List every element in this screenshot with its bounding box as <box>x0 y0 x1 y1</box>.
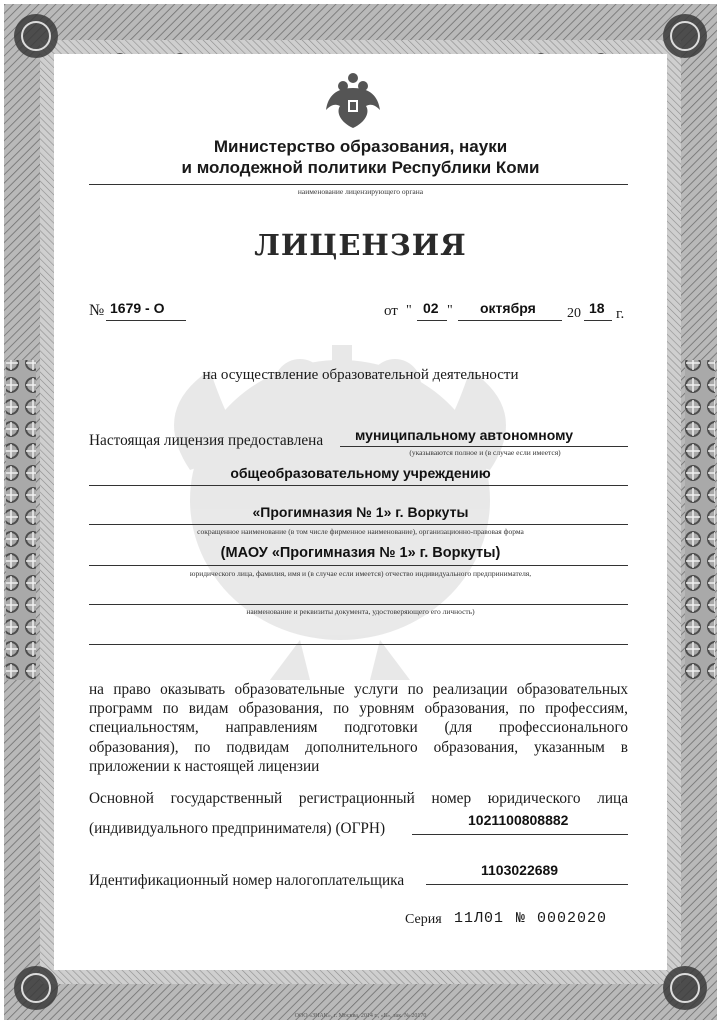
licensee-caption-3: юридического лица, фамилия, имя и (в случае если имеется) отчество индивидуального предпринимателя, <box>189 569 532 578</box>
issuer-line-2: и молодежной политики Республики Коми <box>181 158 540 177</box>
number-sign: № <box>89 302 105 319</box>
license-number: 1679 - О <box>110 300 165 316</box>
date-open-quote: " <box>406 303 412 318</box>
document-title: ЛИЦЕНЗИЯ <box>254 228 467 262</box>
licensee-caption-4: наименование и реквизиты документа, удостоверяющего его личность) <box>246 607 475 616</box>
ogrn-label-line-2: (индивидуального предпринимателя) (ОГРН) <box>89 820 386 837</box>
licensee-short-name: (МАОУ «Прогимназия № 1» г. Воркуты) <box>220 545 501 561</box>
number-underline <box>106 320 186 321</box>
series-value: 11Л01 <box>454 910 505 927</box>
inn-underline <box>426 884 628 885</box>
date-day-underline <box>417 320 447 321</box>
license-purpose: на осуществление образовательной деятельности <box>202 367 519 383</box>
date-year-underline <box>584 320 612 321</box>
licensee-name-line-2: общеобразовательному учреждению <box>230 465 491 481</box>
date-century: 20 <box>567 306 581 321</box>
granted-to-label: Настоящая лицензия предоставлена <box>89 432 324 449</box>
licensee-underline-4 <box>89 565 628 566</box>
ogrn-underline <box>412 834 628 835</box>
date-month-underline <box>458 320 562 321</box>
licensee-name-line-1: муниципальному автономному <box>355 427 574 443</box>
series-label: Серия <box>405 912 442 927</box>
series-number-sign: № <box>516 910 526 927</box>
licensee-underline-2 <box>89 485 628 486</box>
printer-note: ООО «ЗНАК», г. Москва, 2014 г., «Б», зак. № 20170 <box>294 1013 427 1019</box>
inn-value: 1103022689 <box>481 862 559 878</box>
rights-paragraph: на право оказывать образовательные услуги по реализации образовательных программ по видам образования, по уровням образования, по профессиям, специальностям, направлениям подготовки (для профессионального образования), по подвидам дополнительного образования, указанным в приложении к настоящей лицензии <box>89 681 628 775</box>
licensee-underline-1 <box>340 446 628 447</box>
issuer-line-1: Министерство образования, науки <box>213 137 508 156</box>
issuer-caption: наименование лицензирующего органа <box>297 187 424 196</box>
date-year: 18 <box>589 300 605 316</box>
date-suffix: г. <box>616 306 625 322</box>
licensee-underline-5 <box>89 604 628 605</box>
licensee-caption-1: (указываются полное и (в случае если имеется) <box>409 448 561 457</box>
date-month: октября <box>480 300 536 316</box>
licensee-underline-3 <box>89 524 628 525</box>
ogrn-value: 1021100808882 <box>468 812 569 828</box>
series-number: 0002020 <box>537 910 608 927</box>
licensee-caption-2: сокращенное наименование (в том числе фирменное наименование), организационно-правовая форма <box>197 527 524 536</box>
date-day: 02 <box>423 300 439 316</box>
date-close-quote: " <box>447 303 453 318</box>
ogrn-label-line-1: Основной государственный регистрационный номер юридического лица <box>89 790 628 807</box>
inn-label: Идентификационный номер налогоплательщика <box>89 872 405 889</box>
date-from-label: от <box>384 303 398 319</box>
double-headed-eagle-icon <box>322 70 384 130</box>
licensee-name-line-3: «Прогимназия № 1» г. Воркуты <box>252 504 469 520</box>
issuer-underline <box>89 184 628 185</box>
licensee-underline-6 <box>89 644 628 645</box>
